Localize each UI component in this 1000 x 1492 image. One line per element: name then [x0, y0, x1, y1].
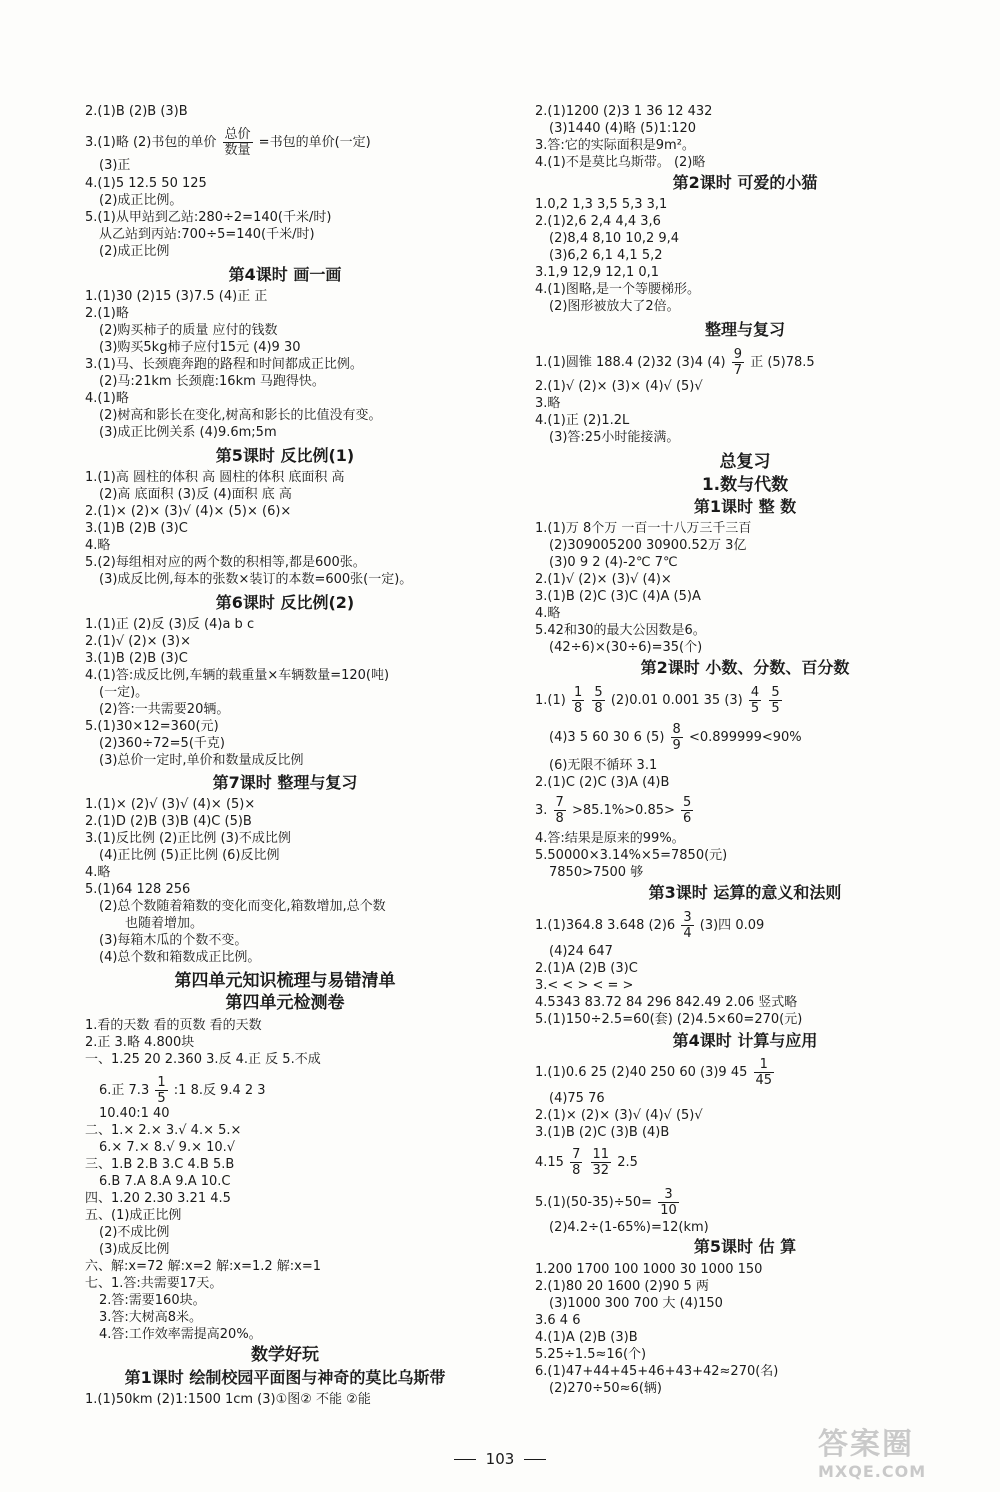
section-heading: 第3课时 运算的意义和法则 — [648, 883, 842, 902]
answer-line: 4.(1)答:成反比例,车辆的载重量×车辆数量=120(吨) — [85, 668, 390, 683]
unit-heading: 总复习 — [719, 452, 771, 472]
answer-line: 五、(1)成正比例 — [85, 1208, 182, 1223]
answer-line: 3.答:它的实际面积是9m²。 — [535, 138, 695, 153]
answer-line: 1.(1)30 (2)15 (3)7.5 (4)正 正 — [85, 289, 268, 304]
fraction: $\frac{1}{45}$ — [755, 1057, 773, 1088]
answer-line: 5.(1)64 128 256 — [85, 882, 191, 897]
answer-line: 3.答:大树高8米。 — [99, 1310, 203, 1325]
answer-line: 3.略 — [535, 396, 561, 411]
answer-line: 2.(1)D (2)B (3)B (4)C (5)B — [85, 814, 252, 829]
section-heading: 第1课时 绘制校园平面图与神奇的莫比乌斯带 — [124, 1368, 446, 1387]
answer-line: 4.(1)A (2)B (3)B — [535, 1330, 638, 1345]
section-heading: 第5课时 估 算 — [693, 1237, 797, 1256]
answer-line: (2)答:一共需要20辆。 — [99, 702, 230, 717]
fraction: $\frac{4}{5}$ — [750, 685, 760, 716]
fraction: $\frac{9}{7}$ — [733, 347, 743, 378]
answer-line: (2)309005200 30900.52万 3亿 — [549, 538, 747, 553]
answer-line: 5.(1)150÷2.5=60(套) (2)4.5×60=270(元) — [535, 1012, 803, 1027]
answer-line: (3)总价一定时,单价和数量成反比例 — [99, 753, 304, 768]
answer-line: (2)8,4 8,10 10,2 9,4 — [549, 231, 680, 246]
fraction: $\frac{\text{总价}}{\text{数量}}$ — [224, 127, 251, 158]
answer-line: 4.略 — [85, 538, 111, 553]
answer-line: 3.(1)B (2)B (3)C — [85, 651, 188, 666]
unit-heading: 第四单元检测卷 — [225, 993, 345, 1013]
unit-heading: 第四单元知识梳理与易错清单 — [174, 971, 396, 991]
answer-line: (6)无限不循环 3.1 — [549, 758, 658, 773]
answer-line: 6.× 7.× 8.√ 9.× 10.√ — [99, 1140, 236, 1155]
answer-line: 5.(1)(50-35)÷50= $\frac{3}{10}$ — [535, 1187, 677, 1218]
section-heading: 第4课时 计算与应用 — [672, 1031, 818, 1050]
answer-line: 3.(1)马、长颈鹿奔跑的路程和时间都成正比例。 — [85, 357, 363, 372]
answer-line: 1.(1)正 (2)反 (3)反 (4)a b c — [85, 617, 255, 632]
section-heading: 第1课时 整 数 — [693, 497, 797, 516]
answer-line: 3.6 4 6 — [535, 1313, 581, 1328]
answer-line: 3.(1)反比例 (2)正比例 (3)不成比例 — [85, 831, 291, 846]
watermark-logo — [818, 1428, 988, 1488]
answer-line: 2.(1)略 — [85, 306, 129, 321]
answer-line: 从乙站到丙站:700÷5=140(千米/时) — [99, 227, 315, 242]
answer-line: 二、1.× 2.× 3.√ 4.× 5.× — [85, 1123, 242, 1138]
answer-line: 3.(1)略 (2)书包的单价 $\frac{\text{总价}}{\text{数量}}$ =书包的单价(一定) — [85, 127, 371, 158]
fraction: $\frac{8}{9}$ — [672, 722, 681, 753]
answer-line: 七、1.答:共需要17天。 — [85, 1276, 223, 1291]
answer-line: 2.(1)B (2)B (3)B — [85, 104, 188, 119]
answer-line: 6.B 7.A 8.A 9.A 10.C — [99, 1174, 231, 1189]
answer-line: (2)总个数随着箱数的变化而变化,箱数增加,总个数 — [99, 899, 386, 914]
answer-line: 4.答:工作效率需提高20%。 — [99, 1327, 262, 1342]
answer-line: 1.(1)× (2)√ (3)√ (4)× (5)× — [85, 797, 256, 812]
answer-line: 六、解:x=72 解:x=2 解:x=1.2 解:x=1 — [85, 1259, 322, 1274]
answer-line: (42÷6)×(30÷6)=35(个) — [549, 640, 703, 655]
answer-line: 1.(1)0.6 25 (2)40 250 60 (3)9 45 $\frac{1}{45}$ — [535, 1057, 773, 1088]
answer-line: (2)树高和影长在变化,树高和影长的比值没有变。 — [99, 408, 382, 423]
answer-line: (2)图形被放大了2倍。 — [549, 299, 680, 314]
answer-line: 4.(1)图略,是一个等腰梯形。 — [535, 282, 700, 297]
fraction: $\frac{7}{8}$ — [555, 795, 564, 826]
answer-line: (2)成正比例 — [99, 244, 170, 259]
answer-line: 1.0,2 1,3 3,5 5,3 3,1 — [535, 197, 668, 212]
answer-line: 1.(1)万 8个万 一百一十八万三千三百 — [535, 521, 752, 536]
answer-line: 2.(1)√ (2)× (3)× — [85, 634, 191, 649]
fraction: $\frac{3}{10}$ — [660, 1187, 677, 1218]
answer-line: 5.(1)从甲站到乙站:280÷2=140(千米/时) — [85, 210, 332, 225]
answer-line: 4.(1)5 12.5 50 125 — [85, 176, 207, 191]
answer-line: 4.5343 83.72 84 296 842.49 2.06 竖式略 — [535, 995, 798, 1010]
answer-line: 4.答:结果是原来的99%。 — [535, 831, 685, 846]
answer-line: 7850>7500 够 — [549, 865, 644, 880]
fraction: $\frac{3}{4}$ — [683, 910, 692, 941]
answer-line: 10.40:1 40 — [99, 1106, 170, 1121]
answer-line: (3)0 9 2 (4)-2℃ 7℃ — [549, 555, 678, 570]
answer-line: 1.(1)364.8 3.648 (2)6 $\frac{3}{4}$ (3)四 0.09 — [535, 910, 765, 941]
section-heading: 整理与复习 — [704, 320, 785, 339]
answer-line: 5.42和30的最大公因数是6。 — [535, 623, 706, 638]
watermark-text: 答案圈 — [818, 1427, 914, 1462]
fraction: $\frac{7}{8}$ — [572, 1147, 581, 1178]
answer-line: (2)360÷72=5(千克) — [99, 736, 225, 751]
answer-line: (3)成正比例关系 (4)9.6m;5m — [99, 425, 277, 440]
answer-line: 3.(1)B (2)B (3)C — [85, 521, 188, 536]
answer-line: (3)正 — [99, 158, 131, 173]
section-heading: 第7课时 整理与复习 — [212, 773, 358, 792]
answer-line: 3.< < > < = > — [535, 978, 634, 993]
answer-line: (2)270÷50≈6(辆) — [549, 1381, 662, 1396]
answer-line: 2.(1)A (2)B (3)C — [535, 961, 638, 976]
answer-line: 3.(1)B (2)C (3)C (4)A (5)A — [535, 589, 701, 604]
answer-line: 2.(1)1200 (2)3 1 36 12 432 — [535, 104, 713, 119]
answer-line: 4.(1)不是莫比乌斯带。 (2)略 — [535, 155, 706, 170]
answer-line: (3)6,2 6,1 4,1 5,2 — [549, 248, 663, 263]
answer-line: 2.(1)√ (2)× (3)× (4)√ (5)√ — [535, 379, 703, 394]
section-heading: 第5课时 反比例(1) — [215, 446, 355, 465]
answer-line: (3)每箱木瓜的个数不变。 — [99, 933, 248, 948]
fraction: $\frac{5}{8}$ — [594, 685, 603, 716]
section-heading: 第4课时 画一画 — [228, 265, 342, 284]
answer-line: (4)3 5 60 30 6 (5) $\frac{8}{9}$ <0.899999<90% — [549, 722, 802, 753]
answer-line: 4.15 $\frac{7}{8}$ $\frac{11}{32}$ 2.5 — [535, 1147, 638, 1178]
answer-line: 1.(1)高 圆柱的体积 高 圆柱的体积 底面积 高 — [85, 470, 345, 485]
unit-heading: 数学好玩 — [251, 1345, 319, 1365]
fraction: $\frac{11}{32}$ — [592, 1147, 610, 1178]
answer-line: 2.(1)2,6 2,4 4,4 3,6 — [535, 214, 661, 229]
fraction: $\frac{5}{5}$ — [771, 685, 780, 716]
answer-line: 4.(1)正 (2)1.2L — [535, 413, 630, 428]
fraction: $\frac{1}{8}$ — [573, 685, 583, 716]
answer-line: 也随着增加。 — [125, 916, 204, 931]
answer-line: 6.(1)47+44+45+46+43+42≈270(名) — [535, 1364, 779, 1379]
answer-line: 6.正 7.3 $\frac{1}{5}$ :1 8.反 9.4 2 3 — [99, 1075, 266, 1106]
watermark-url: MXQE.COM — [818, 1462, 927, 1481]
answer-line: (3)1000 300 700 大 (4)150 — [549, 1296, 723, 1311]
answer-line: 一、1.25 20 2.360 3.反 4.正 反 5.不成 — [85, 1052, 321, 1067]
answer-line: (一定)。 — [99, 685, 149, 700]
answer-line: 5.50000×3.14%×5=7850(元) — [535, 848, 728, 863]
page-number: 103 — [0, 1450, 1000, 1468]
answer-line: (3)1440 (4)略 (5)1:120 — [549, 121, 697, 136]
answer-line: 5.(2)每组相对应的两个数的积相等,都是600张。 — [85, 555, 366, 570]
answer-line: (2)马:21km 长颈鹿:16km 马跑得快。 — [99, 374, 325, 389]
answer-line: (3)成反比例 — [99, 1242, 170, 1257]
answer-line: (2)成正比例。 — [99, 193, 183, 208]
fraction: $\frac{1}{5}$ — [157, 1075, 166, 1106]
answer-line: 2.(1)√ (2)× (3)√ (4)× — [535, 572, 672, 587]
answer-line: 2.(1)C (2)C (3)A (4)B — [535, 775, 670, 790]
answer-line: 1.(1)圆锥 188.4 (2)32 (3)4 (4) $\frac{9}{7}$ 正 (5)78.5 — [535, 347, 815, 378]
fraction: $\frac{5}{6}$ — [683, 795, 692, 826]
answer-line: 4.略 — [85, 865, 111, 880]
answer-line: 2.答:需要160块。 — [99, 1293, 206, 1308]
section-heading: 第2课时 小数、分数、百分数 — [640, 658, 850, 677]
answer-line: 3. $\frac{7}{8}$ >85.1%>0.85> $\frac{5}{6}$ — [535, 795, 692, 826]
answer-line: (2)4.2÷(1-65%)=12(km) — [549, 1220, 709, 1235]
answer-line: (3)答:25小时能接满。 — [549, 430, 680, 445]
answer-line: (4)75 76 — [549, 1091, 605, 1106]
answer-line: (3)成反比例,每本的张数×装订的本数=600张(一定)。 — [99, 572, 413, 587]
answer-line: 5.25÷1.5≈16(个) — [535, 1347, 647, 1362]
answer-line: 5.(1)30×12=360(元) — [85, 719, 219, 734]
answer-line: 三、1.B 2.B 3.C 4.B 5.B — [85, 1157, 235, 1172]
section-heading: 第2课时 可爱的小猫 — [672, 173, 818, 192]
answer-line: (4)正比例 (5)正比例 (6)反比例 — [99, 848, 280, 863]
answer-line: 4.略 — [535, 606, 561, 621]
answer-line: (3)购买5kg柿子应付15元 (4)9 30 — [99, 340, 301, 355]
answer-line: 2.(1)× (2)× (3)√ (4)× (5)× (6)× — [85, 504, 292, 519]
answer-line: 2.(1)80 20 1600 (2)90 5 两 — [535, 1279, 709, 1294]
answer-line: 2.(1)× (2)× (3)√ (4)√ (5)√ — [535, 1108, 703, 1123]
answer-line: 1.(1)50km (2)1:1500 1cm (3)①图② 不能 ②能 — [85, 1392, 371, 1407]
answer-line: 1.看的天数 看的页数 看的天数 — [85, 1018, 262, 1033]
section-heading: 第6课时 反比例(2) — [215, 593, 355, 612]
answer-line: 1.200 1700 100 1000 30 1000 150 — [535, 1262, 763, 1277]
answer-line: 3.(1)B (2)C (3)B (4)B — [535, 1125, 670, 1140]
answer-line: (4)总个数和箱数成正比例。 — [99, 950, 261, 965]
answer-line: (4)24 647 — [549, 944, 613, 959]
answer-line: (2)不成比例 — [99, 1225, 170, 1240]
answer-line: 四、1.20 2.30 3.21 4.5 — [85, 1191, 231, 1206]
answer-line: 2.正 3.略 4.800块 — [85, 1035, 195, 1050]
unit-heading: 1.数与代数 — [701, 475, 789, 495]
answer-line: 4.(1)略 — [85, 391, 129, 406]
answer-line: 1.(1) $\frac{1}{8}$ $\frac{5}{8}$ (2)0.01 0.001 35 (3) $\frac{4}{5}$ $\frac{5}{5}$ — [535, 685, 780, 716]
answer-line: 3.1,9 12,9 12,1 0,1 — [535, 265, 660, 280]
answer-line: (2)购买柿子的质量 应付的钱数 — [99, 323, 278, 338]
answer-line: (2)高 底面积 (3)反 (4)面积 底 高 — [99, 487, 292, 502]
